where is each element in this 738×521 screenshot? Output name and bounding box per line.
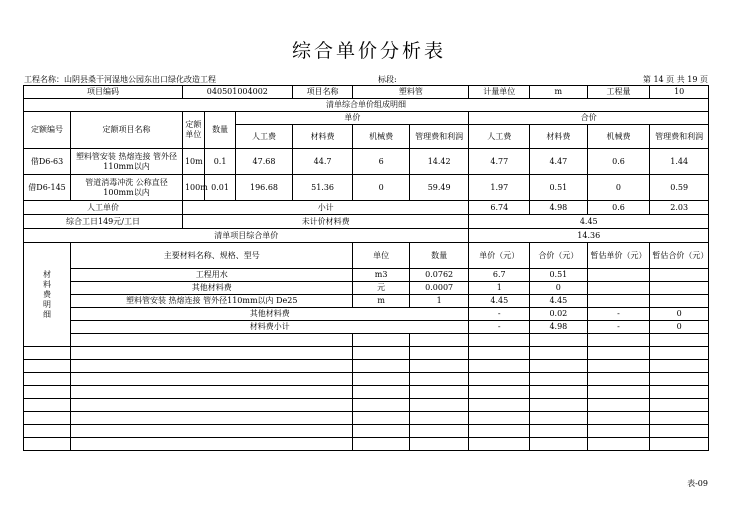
col-quantity: 数量 bbox=[204, 112, 235, 149]
empty-row bbox=[24, 347, 709, 360]
material-name: 工程用水 bbox=[71, 269, 353, 282]
unit-machine: 6 bbox=[353, 149, 409, 175]
mat-col-est-total: 暂估合价（元） bbox=[650, 243, 709, 269]
total-mgmt: 0.59 bbox=[650, 175, 709, 201]
quota-code: 借D6-63 bbox=[24, 149, 71, 175]
col-quota-code: 定额编号 bbox=[24, 112, 71, 149]
page-info: 第 14 页 共 19 页 bbox=[642, 75, 708, 84]
material-side-label: 材料费明细 bbox=[24, 243, 71, 347]
unit-mgmt: 59.49 bbox=[409, 175, 469, 201]
material-total: 0.51 bbox=[530, 269, 588, 282]
col-t-labor: 人工费 bbox=[469, 125, 530, 149]
subtotal-machine: 0.6 bbox=[587, 201, 650, 215]
empty-row bbox=[24, 386, 709, 399]
total-material: 4.47 bbox=[530, 149, 588, 175]
empty-row bbox=[24, 412, 709, 425]
total-machine: 0.6 bbox=[587, 149, 650, 175]
material-price: 4.45 bbox=[469, 295, 530, 308]
total-machine: 0 bbox=[587, 175, 650, 201]
item-code-label: 项目编码 bbox=[24, 86, 183, 99]
material-qty: 0.0007 bbox=[409, 282, 469, 295]
quota-row bbox=[24, 175, 709, 201]
item-row bbox=[24, 86, 709, 99]
material-price: 1 bbox=[469, 282, 530, 295]
col-quota-unit: 定额单位 bbox=[182, 112, 204, 149]
mat-col-est-price: 暂估单价（元） bbox=[587, 243, 650, 269]
section-title: 清单综合单价组成明细 bbox=[24, 99, 709, 112]
unit-price-analysis-table bbox=[23, 85, 709, 451]
material-subtotal-est-price: - bbox=[587, 321, 650, 334]
total-labor: 1.97 bbox=[469, 175, 530, 201]
subtotal-label: 小计 bbox=[182, 201, 469, 215]
mat-col-price: 单价（元） bbox=[469, 243, 530, 269]
material-unit: m bbox=[353, 295, 409, 308]
page-title: 综合单价分析表 bbox=[291, 40, 446, 62]
col-t-machine: 机械费 bbox=[587, 125, 650, 149]
composite-value: 14.36 bbox=[469, 229, 709, 243]
item-qty: 10 bbox=[650, 86, 709, 99]
section-label: 标段: bbox=[378, 75, 397, 84]
material-qty: 0.0762 bbox=[409, 269, 469, 282]
other-material-est-total: 0 bbox=[650, 308, 709, 321]
unit-mgmt: 14.42 bbox=[409, 149, 469, 175]
material-subtotal-est-total: 0 bbox=[650, 321, 709, 334]
project-name: 工程名称：山阴县桑干河湿地公园东出口绿化改造工程 bbox=[24, 75, 216, 84]
workday-label: 综合工日149元/工日 bbox=[24, 215, 183, 229]
material-qty: 1 bbox=[409, 295, 469, 308]
material-row bbox=[24, 282, 709, 295]
col-unit-price: 单价 bbox=[236, 112, 469, 125]
col-u-material: 材料费 bbox=[292, 125, 353, 149]
material-subtotal-price: - bbox=[469, 321, 530, 334]
subtotal-material: 4.98 bbox=[530, 201, 588, 215]
col-total-price: 合价 bbox=[469, 112, 709, 125]
item-name: 塑料管 bbox=[353, 86, 469, 99]
material-subtotal-label: 材料费小计 bbox=[71, 321, 469, 334]
material-unit: m3 bbox=[353, 269, 409, 282]
total-material: 0.51 bbox=[530, 175, 588, 201]
material-total: 4.45 bbox=[530, 295, 588, 308]
item-name-label: 项目名称 bbox=[292, 86, 353, 99]
quota-unit: 10m bbox=[182, 149, 204, 175]
material-name: 塑料管安装 热熔连接 管外径110mm以内 De25 bbox=[71, 295, 353, 308]
col-quota-name: 定额项目名称 bbox=[71, 112, 183, 149]
material-row bbox=[24, 269, 709, 282]
item-unit-label: 计量单位 bbox=[469, 86, 530, 99]
mat-col-total: 合价（元） bbox=[530, 243, 588, 269]
empty-row bbox=[24, 373, 709, 386]
unpriced-value: 4.45 bbox=[469, 215, 709, 229]
col-t-mgmt: 管理费和利润 bbox=[650, 125, 709, 149]
mat-col-name: 主要材料名称、规格、型号 bbox=[71, 243, 353, 269]
other-material-est-price: - bbox=[587, 308, 650, 321]
unpriced-label: 未计价材料费 bbox=[182, 215, 469, 229]
material-unit: 元 bbox=[353, 282, 409, 295]
quota-name: 管道消毒冲洗 公称直径100mm以内 bbox=[71, 175, 183, 201]
quota-qty: 0.1 bbox=[204, 149, 235, 175]
quota-name: 塑料管安装 热熔连接 管外径110mm以内 bbox=[71, 149, 183, 175]
subtotal-labor: 6.74 bbox=[469, 201, 530, 215]
total-mgmt: 1.44 bbox=[650, 149, 709, 175]
empty-row bbox=[24, 360, 709, 373]
subtotal-mgmt: 2.03 bbox=[650, 201, 709, 215]
form-number: 表-09 bbox=[687, 479, 708, 488]
col-u-mgmt: 管理费和利润 bbox=[409, 125, 469, 149]
labor-price-label: 人工单价 bbox=[24, 201, 183, 215]
empty-row bbox=[24, 438, 709, 451]
mat-col-unit: 单位 bbox=[353, 243, 409, 269]
other-material-label: 其他材料费 bbox=[71, 308, 469, 321]
unit-material: 51.36 bbox=[292, 175, 353, 201]
empty-row bbox=[24, 425, 709, 438]
col-t-material: 材料费 bbox=[530, 125, 588, 149]
total-labor: 4.77 bbox=[469, 149, 530, 175]
item-qty-label: 工程量 bbox=[587, 86, 650, 99]
quota-code: 借D6-145 bbox=[24, 175, 71, 201]
item-code: 040501004002 bbox=[182, 86, 292, 99]
unit-machine: 0 bbox=[353, 175, 409, 201]
unit-labor: 196.68 bbox=[236, 175, 293, 201]
item-unit: m bbox=[530, 86, 588, 99]
quota-unit: 100m bbox=[182, 175, 204, 201]
composite-label: 清单项目综合单价 bbox=[24, 229, 469, 243]
col-u-labor: 人工费 bbox=[236, 125, 293, 149]
col-u-machine: 机械费 bbox=[353, 125, 409, 149]
material-total: 0 bbox=[530, 282, 588, 295]
quota-row bbox=[24, 149, 709, 175]
unit-material: 44.7 bbox=[292, 149, 353, 175]
unit-labor: 47.68 bbox=[236, 149, 293, 175]
material-row bbox=[24, 295, 709, 308]
material-name: 其他材料费 bbox=[71, 282, 353, 295]
quota-qty: 0.01 bbox=[204, 175, 235, 201]
material-subtotal-total: 4.98 bbox=[530, 321, 588, 334]
empty-row bbox=[24, 399, 709, 412]
other-material-price: - bbox=[469, 308, 530, 321]
other-material-total: 0.02 bbox=[530, 308, 588, 321]
mat-col-qty: 数量 bbox=[409, 243, 469, 269]
material-price: 6.7 bbox=[469, 269, 530, 282]
